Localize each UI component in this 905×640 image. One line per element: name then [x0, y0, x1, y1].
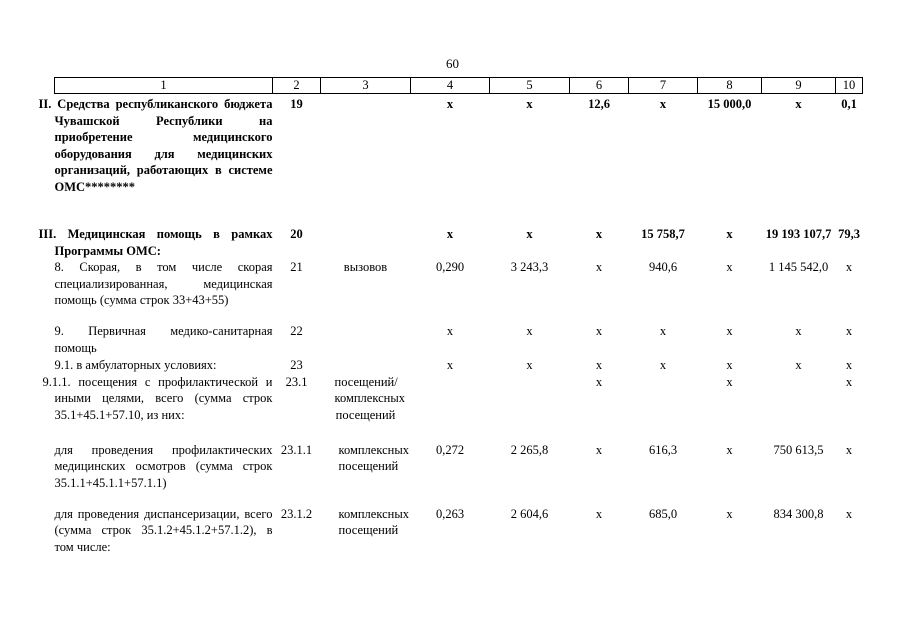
table-cell: 2 265,8: [510, 442, 549, 457]
table-cell: х: [595, 358, 603, 372]
table-cell: х: [726, 506, 733, 521]
table-cell: х: [526, 324, 533, 338]
table-cell: х: [845, 374, 853, 389]
table-row: [55, 442, 863, 506]
table-cell: х: [795, 324, 802, 338]
column-header: 4: [411, 78, 490, 94]
column-header: 10: [836, 78, 863, 94]
table-cell: х: [795, 358, 802, 372]
unit-cell: [321, 323, 411, 357]
table-cell: 685,0: [648, 506, 678, 521]
row-number: 23.1.2: [280, 506, 313, 521]
table-cell: х: [726, 358, 733, 372]
table-row: [55, 94, 863, 227]
row-label: II. Средства республиканского бюджета Чувашской Республики на приобретение медицинского оборудования для медицинских организаций, работающих в системе ОМС********: [38, 97, 273, 194]
table-cell: х: [595, 374, 603, 389]
table-cell: х: [595, 260, 603, 274]
table-cell: 616,3: [648, 442, 678, 457]
table-row: [55, 506, 863, 572]
row-number: 22: [290, 324, 303, 338]
table-cell: х: [446, 358, 454, 372]
unit-cell: [321, 357, 411, 374]
table-cell: х: [845, 324, 853, 338]
unit-cell: [321, 94, 411, 227]
table-cell: [762, 374, 836, 442]
unit-cell: комплексных посещений: [338, 442, 409, 473]
column-header: 7: [629, 78, 698, 94]
column-header: 3: [321, 78, 411, 94]
table-cell: 0,263: [435, 506, 465, 521]
unit-cell: [321, 226, 411, 259]
table-cell: х: [595, 506, 603, 521]
table-cell: 940,6: [648, 260, 678, 274]
table-cell: х: [595, 442, 603, 457]
row-label: 9.1. в амбулаторных условиях:: [54, 358, 217, 372]
row-number: 21: [290, 260, 303, 274]
table-cell: х: [446, 227, 454, 241]
table-cell: 2 604,6: [510, 506, 549, 521]
table-cell: х: [845, 442, 853, 457]
table-cell: х: [446, 97, 454, 111]
table-cell: 1 145 542,0: [768, 260, 829, 274]
row-number: 20: [290, 227, 303, 241]
row-number: 19: [290, 97, 303, 111]
table-row: [55, 259, 863, 323]
table-row: [55, 226, 863, 259]
column-header: 1: [55, 78, 273, 94]
column-header: 8: [698, 78, 762, 94]
table-cell: х: [845, 506, 853, 521]
column-header: 6: [570, 78, 629, 94]
table-cell: х: [659, 358, 667, 372]
unit-cell: посещений/ комплексных посещений: [334, 374, 405, 422]
column-header: 9: [762, 78, 836, 94]
row-label: для проведения диспансеризации, всего (сумма строк 35.1.2+45.1.2+57.1.2), в том числе:: [54, 506, 273, 554]
page-number: 60: [446, 56, 459, 71]
table-cell: х: [726, 442, 733, 457]
table-row: [55, 323, 863, 357]
table-cell: х: [659, 324, 667, 338]
table-row: [55, 357, 863, 374]
table-cell: х: [526, 97, 533, 111]
table-cell: х: [595, 324, 603, 338]
table-cell: х: [526, 358, 533, 372]
table-cell: 15 758,7: [641, 227, 685, 241]
row-number: 23: [290, 358, 303, 372]
table-cell: 0,272: [435, 442, 465, 457]
table-cell: х: [726, 324, 733, 338]
row-label: 8. Скорая, в том числе скорая специализированная, медицинская помощь (сумма строк 33+43+55): [54, 260, 273, 307]
row-number: 23.1.1: [280, 442, 313, 457]
table-cell: 834 300,8: [773, 506, 824, 521]
table-cell: х: [446, 324, 454, 338]
table-cell: х: [795, 97, 802, 111]
table-cell: х: [845, 260, 853, 274]
unit-cell: вызовов: [343, 260, 388, 274]
table-cell: 12,6: [588, 97, 610, 111]
table-cell: 0,290: [435, 260, 465, 274]
row-label: для проведения профилактических медицинских осмотров (сумма строк 35.1.1+45.1.1+57.1.1): [54, 442, 273, 490]
table-cell: х: [726, 227, 733, 241]
table-cell: х: [659, 97, 667, 111]
unit-cell: комплексных посещений: [338, 506, 409, 537]
table-cell: х: [726, 260, 733, 274]
table-cell: [629, 374, 698, 442]
row-label: 9.1.1. посещения с профилактической и иными целями, всего (сумма строк 35.1+45.1+57.10, из них:: [42, 374, 273, 422]
row-label: 9. Первичная медико-санитарная помощь: [54, 324, 273, 355]
budget-table: [38, 77, 863, 572]
table-cell: х: [526, 227, 533, 241]
table-cell: 15 000,0: [707, 97, 752, 111]
table-cell: 19 193 107,7: [765, 227, 832, 241]
table-cell: 3 243,3: [510, 260, 549, 274]
column-header: 5: [490, 78, 570, 94]
row-label: III. Медицинская помощь в рамках Программы ОМС:: [38, 227, 273, 258]
table-cell: [490, 374, 570, 442]
row-number: 23.1: [285, 374, 308, 389]
column-header: 2: [273, 78, 321, 94]
column-header-row: [55, 78, 863, 94]
table-cell: 750 613,5: [773, 442, 824, 457]
table-cell: [411, 374, 490, 442]
table-cell: 79,3: [838, 227, 860, 241]
table-cell: х: [726, 374, 733, 389]
table-cell: 0,1: [841, 97, 857, 111]
table-row: [55, 374, 863, 442]
table-cell: х: [595, 227, 603, 241]
table-cell: х: [845, 358, 853, 372]
